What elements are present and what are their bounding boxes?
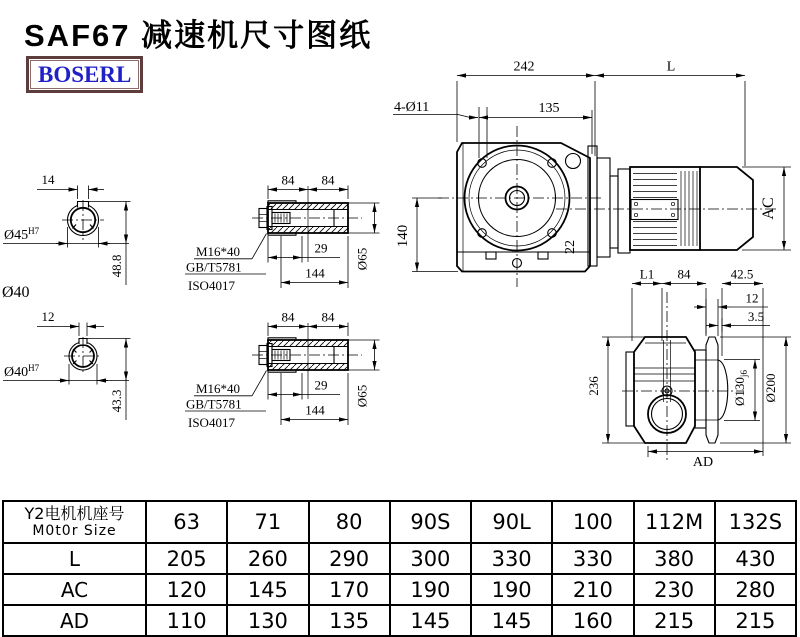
dim-L: L: [666, 59, 676, 75]
table-cell: 215: [715, 605, 796, 636]
table-cell: 205: [146, 543, 227, 574]
size-col: 71: [227, 501, 308, 543]
table-cell: 145: [227, 574, 308, 605]
dim-22: 22: [563, 240, 578, 254]
dim-AD: AD: [692, 455, 714, 470]
std-iso-top: ISO4017: [188, 278, 235, 293]
dim-242: 242: [513, 59, 535, 75]
dim-key-width-40: 12: [41, 309, 55, 324]
hollow-shaft-top-view: [185, 173, 380, 294]
dim-AC: AC: [760, 197, 777, 220]
size-col: 100: [552, 501, 633, 543]
dim-key-depth-40: 43.3: [109, 389, 124, 413]
logo-text: BOSERL: [30, 60, 139, 89]
dim-84-top-view: 84: [677, 266, 691, 282]
table-cell: 330: [552, 543, 633, 574]
table-cell: 290: [309, 543, 390, 574]
table-header-cell: [3, 501, 146, 543]
dim-12-flange: 12: [745, 290, 759, 306]
motor-size-table: [2, 500, 797, 637]
table-row-AC: [3, 574, 796, 605]
dim-key-width-45: 14: [41, 172, 55, 187]
table-cell: 190: [390, 574, 471, 605]
table-cell: 190: [471, 574, 552, 605]
table-cell: 160: [552, 605, 633, 636]
table-cell: 280: [715, 574, 796, 605]
table-cell: 210: [552, 574, 633, 605]
dim-bore-65-top: Ø65: [354, 247, 370, 271]
bolt-spec-top: M16*40: [196, 244, 241, 259]
header-en: M0t0r Size: [32, 523, 117, 539]
dim-29-bot: 29: [314, 377, 328, 393]
dim-84a-top: 84: [281, 172, 295, 188]
table-cell: 145: [390, 605, 471, 636]
dim-key-depth-45: 48.8: [109, 254, 124, 278]
size-col: 112M: [634, 501, 715, 543]
table-row-AD: [3, 605, 796, 636]
top-view-drawing: [586, 267, 791, 471]
size-col: 90S: [390, 501, 471, 543]
dim-flange-200: Ø200: [763, 373, 778, 403]
bore-45-label: $Ø45^{H7}$: [4, 226, 40, 243]
bore-40-label: $Ø40^{H7}$: [4, 363, 40, 380]
dim-42-5: 42.5: [730, 266, 754, 282]
table-cell: 300: [390, 543, 471, 574]
shaft45-section-view: [3, 172, 131, 285]
table-cell: 170: [309, 574, 390, 605]
dim-4xO11: 4-Ø11: [394, 100, 430, 115]
table-cell: 430: [715, 543, 796, 574]
dim-140: 140: [395, 224, 411, 248]
table-cell: 215: [634, 605, 715, 636]
page-title: SAF67 减速机尺寸图纸: [24, 18, 373, 53]
std-iso-bot: ISO4017: [188, 415, 235, 430]
dim-29-top: 29: [314, 240, 328, 256]
table-row-L: [3, 543, 796, 574]
size-col: 80: [309, 501, 390, 543]
dim-spigot-130: $Ø130_{j6}$: [732, 370, 749, 406]
table-cell: 120: [146, 574, 227, 605]
std-gb-top: GB/T5781: [186, 259, 242, 275]
table-cell: 145: [471, 605, 552, 636]
table-cell: 110: [146, 605, 227, 636]
dim-144-bot: 144: [305, 402, 325, 418]
table-cell: 330: [471, 543, 552, 574]
table-cell: 260: [227, 543, 308, 574]
dim-84b-bot: 84: [321, 309, 335, 325]
bore-40-section-label: Ø40: [2, 284, 30, 301]
dim-bore-65-bot: Ø65: [354, 384, 370, 408]
bolt-spec-bot: M16*40: [196, 381, 241, 396]
table-cell: 380: [634, 543, 715, 574]
dim-135: 135: [538, 101, 560, 116]
row-label: AC: [3, 574, 146, 605]
row-label: L: [3, 543, 146, 574]
dim-236: 236: [586, 376, 601, 396]
dim-3-5: 3.5: [747, 309, 765, 324]
table-cell: 130: [227, 605, 308, 636]
hollow-shaft-bottom-view: [185, 310, 380, 431]
table-cell: 135: [309, 605, 390, 636]
std-gb-bot: GB/T5781: [186, 396, 242, 412]
front-view-drawing: [393, 60, 791, 288]
table-cell: 230: [634, 574, 715, 605]
shaft40-section-view: [3, 309, 131, 420]
dim-84b-top: 84: [321, 172, 335, 188]
row-label: AD: [3, 605, 146, 636]
table-header-row: [3, 501, 796, 543]
size-col: 90L: [471, 501, 552, 543]
dim-L1: L1: [639, 266, 655, 282]
dim-144-top: 144: [305, 265, 325, 281]
header-cn: Y2电机机座号: [24, 504, 125, 523]
dim-84a-bot: 84: [281, 309, 295, 325]
size-col: 132S: [715, 501, 796, 543]
size-col: 63: [146, 501, 227, 543]
